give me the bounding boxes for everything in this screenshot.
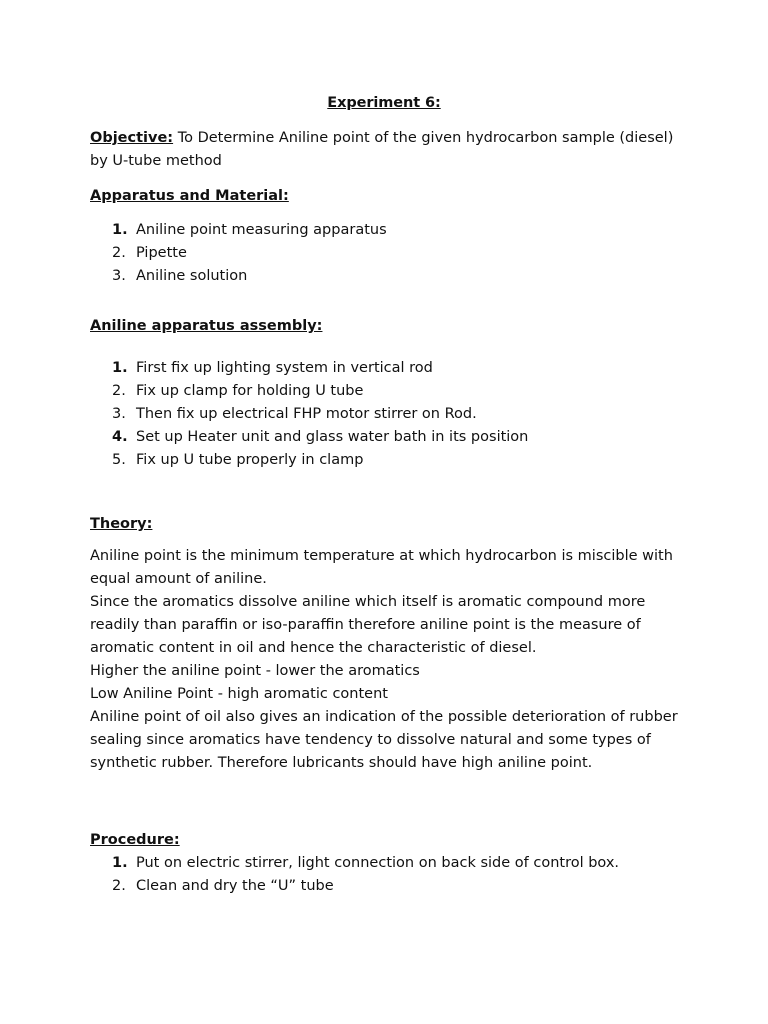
list-text: Aniline solution [136, 268, 248, 284]
theory-body [90, 545, 690, 775]
list-number: 2. [112, 878, 126, 894]
list-number: 4. [112, 429, 128, 445]
theory-section [90, 513, 690, 775]
list-number: 1. [112, 360, 128, 376]
objective-label: Objective: [90, 130, 174, 146]
theory-line: Aniline point is the minimum temperature at which hydrocarbon is miscible with [90, 548, 673, 564]
list-text: Clean and dry the “U” tube [136, 878, 334, 894]
procedure-section [90, 829, 690, 898]
theory-line: Higher the aniline point - lower the aromatics [90, 663, 420, 679]
theory-line: Low Aniline Point - high aromatic content [90, 686, 388, 702]
list-item [90, 449, 690, 472]
list-text: Set up Heater unit and glass water bath in its position [136, 429, 529, 445]
list-item [90, 380, 690, 403]
list-text: Put on electric stirrer, light connection on back side of control box. [136, 855, 620, 871]
list-item [90, 403, 690, 426]
procedure-heading: Procedure: [90, 832, 180, 848]
list-number: 3. [112, 268, 126, 284]
apparatus-heading: Apparatus and Material: [90, 188, 289, 204]
list-item [90, 852, 690, 875]
list-text: Pipette [136, 245, 187, 261]
list-item [90, 426, 690, 449]
list-item [90, 242, 690, 265]
objective-line-1 [90, 127, 690, 150]
theory-line: synthetic rubber. Therefore lubricants should have high aniline point. [90, 755, 593, 771]
list-number: 2. [112, 245, 126, 261]
list-text: Fix up clamp for holding U tube [136, 383, 364, 399]
objective-text-1: To Determine Aniline point of the given hydrocarbon sample (diesel) [173, 130, 674, 146]
objective-line-2: by U-tube method [90, 153, 222, 169]
theory-line: equal amount of aniline. [90, 571, 267, 587]
apparatus-section [90, 185, 690, 288]
list-text: Then fix up electrical FHP motor stirrer on Rod. [136, 406, 477, 422]
assembly-list [90, 357, 690, 472]
objective-section [90, 127, 690, 173]
list-text: Aniline point measuring apparatus [136, 222, 387, 238]
theory-line: sealing since aromatics have tendency to dissolve natural and some types of [90, 732, 651, 748]
list-number: 3. [112, 406, 126, 422]
theory-line: aromatic content in oil and hence the characteristic of diesel. [90, 640, 537, 656]
list-item [90, 219, 690, 242]
list-item [90, 357, 690, 380]
experiment-title: Experiment 6: [327, 95, 441, 111]
list-number: 1. [112, 222, 128, 238]
theory-line: Since the aromatics dissolve aniline which itself is aromatic compound more [90, 594, 646, 610]
apparatus-list [90, 219, 690, 288]
theory-line: readily than paraffin or iso-paraffin therefore aniline point is the measure of [90, 617, 641, 633]
list-text: Fix up U tube properly in clamp [136, 452, 364, 468]
assembly-section [90, 315, 690, 472]
theory-line: Aniline point of oil also gives an indication of the possible deterioration of rubber [90, 709, 678, 725]
procedure-list [90, 852, 690, 898]
list-text: First fix up lighting system in vertical rod [136, 360, 433, 376]
list-item [90, 265, 690, 288]
list-number: 1. [112, 855, 128, 871]
list-item [90, 875, 690, 898]
theory-heading: Theory: [90, 516, 153, 532]
list-number: 2. [112, 383, 126, 399]
assembly-heading: Aniline apparatus assembly: [90, 318, 323, 334]
list-number: 5. [112, 452, 126, 468]
